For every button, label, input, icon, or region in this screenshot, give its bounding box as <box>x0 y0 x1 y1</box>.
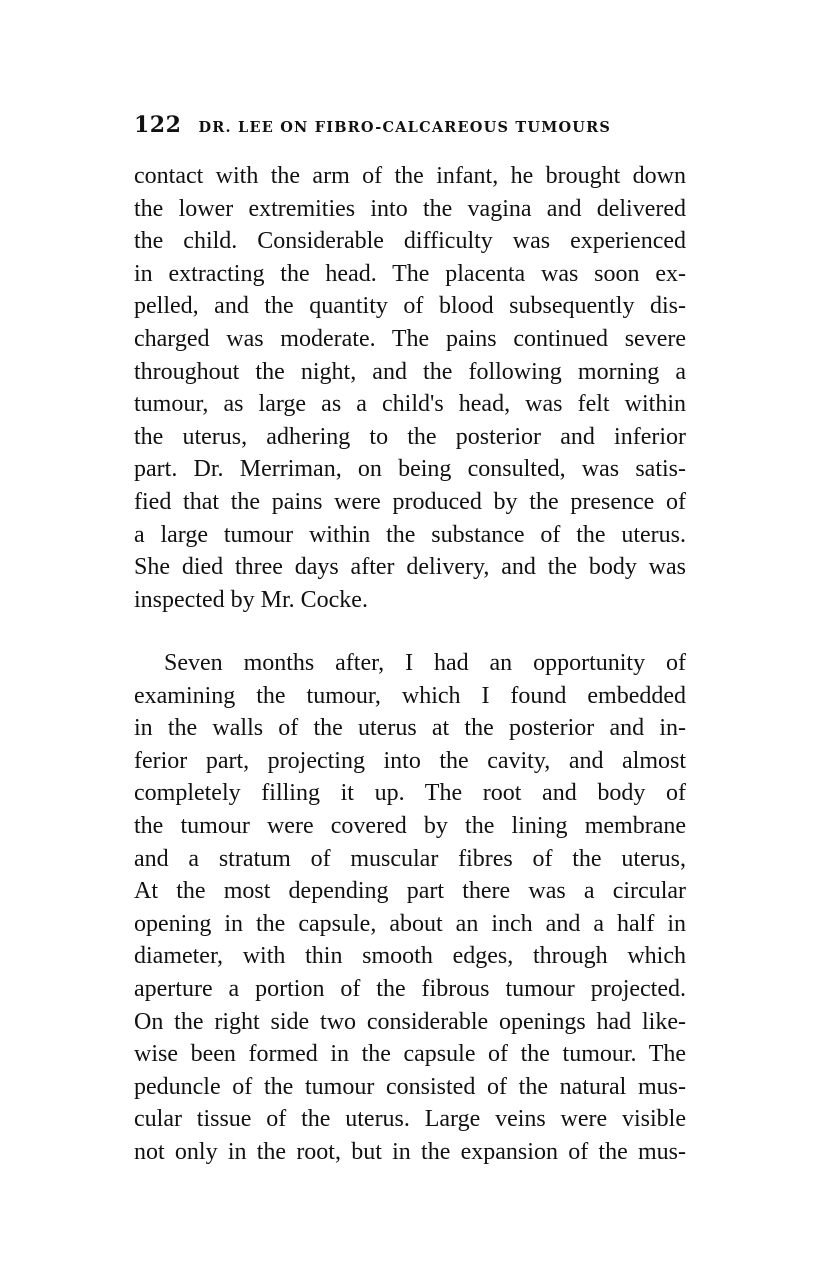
running-header <box>134 112 694 144</box>
text-line: pelled, and the quantity of blood subsequently dis- <box>134 293 686 320</box>
text-line: inspected by Mr. Cocke. <box>134 586 368 613</box>
text-line: peduncle of the tumour consisted of the natural mus- <box>134 1073 686 1100</box>
paragraph-2 <box>134 647 686 1169</box>
text-line: At the most depending part there was a circular <box>134 878 686 905</box>
text-line: the lower extremities into the vagina and delivered <box>134 195 686 222</box>
page-number: 122 <box>134 112 182 138</box>
text-line: the tumour were covered by the lining membrane <box>134 812 686 839</box>
text-line: diameter, with thin smooth edges, through which <box>134 943 686 970</box>
paragraph-1 <box>134 160 686 616</box>
text-line: Seven months after, I had an opportunity of <box>164 650 686 676</box>
text-line: in the walls of the uterus at the posterior and in- <box>134 715 686 742</box>
text-line: the child. Considerable difficulty was experienced <box>134 228 686 255</box>
text-line: not only in the root, but in the expansion of the mus- <box>134 1138 686 1165</box>
text-line: a large tumour within the substance of the uterus. <box>134 521 686 548</box>
text-line: She died three days after delivery, and the body was <box>134 554 686 581</box>
text-line: completely filling it up. The root and body of <box>134 780 686 807</box>
running-title: DR. LEE ON FIBRO-CALCAREOUS TUMOURS <box>198 119 612 136</box>
text-line: fied that the pains were produced by the presence of <box>134 488 686 515</box>
text-line: in extracting the head. The placenta was soon ex- <box>134 260 686 287</box>
text-line: On the right side two considerable openings had like- <box>134 1008 686 1035</box>
text-line: cular tissue of the uterus. Large veins were visible <box>134 1106 686 1133</box>
text-line: wise been formed in the capsule of the tumour. The <box>134 1041 686 1068</box>
text-line: opening in the capsule, about an inch and a half in <box>134 910 686 937</box>
text-line: part. Dr. Merriman, on being consulted, was satis- <box>134 456 686 483</box>
text-line: the uterus, adhering to the posterior and inferior <box>134 423 686 450</box>
text-line: throughout the night, and the following morning a <box>134 358 686 385</box>
text-line: contact with the arm of the infant, he brought down <box>134 163 686 189</box>
text-line: examining the tumour, which I found embedded <box>134 682 686 709</box>
text-line: ferior part, projecting into the cavity, and almost <box>134 747 686 774</box>
text-line: charged was moderate. The pains continued severe <box>134 325 686 352</box>
text-line: tumour, as large as a child's head, was felt within <box>134 391 686 418</box>
text-line: aperture a portion of the fibrous tumour projected. <box>134 975 686 1002</box>
text-line: and a stratum of muscular fibres of the uterus, <box>134 845 686 872</box>
